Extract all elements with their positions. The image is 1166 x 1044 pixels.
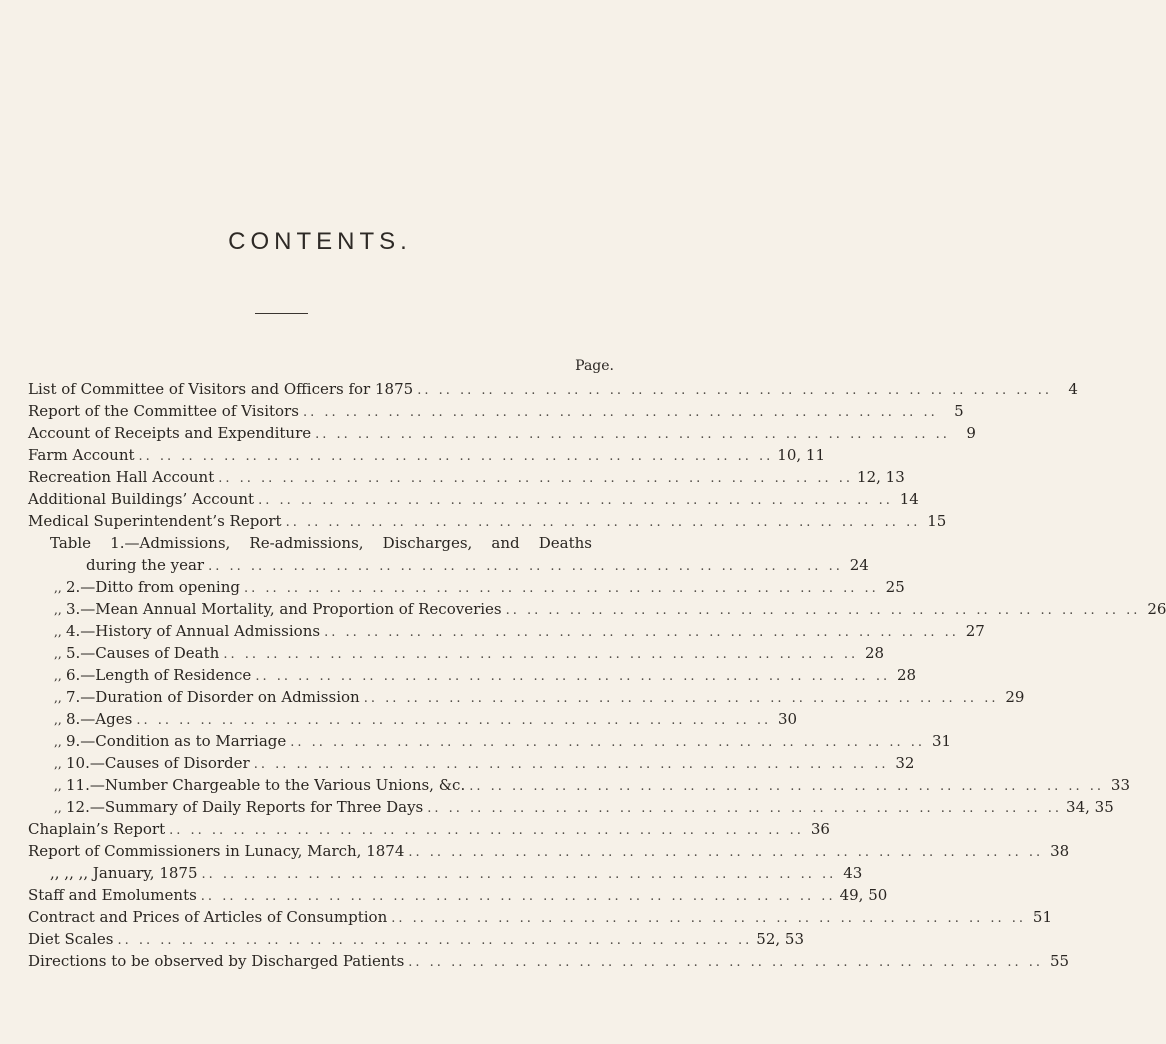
page-number: 55 xyxy=(1049,952,1070,970)
entry-title: Medical Superintendent’s Report xyxy=(28,512,282,530)
dot-leader: .. .. .. .. .. .. .. .. .. .. .. .. .. .. .. .. .. .. .. .. .. .. .. .. .. .. .. .. .. .. xyxy=(315,427,950,442)
entry-title: List of Committee of Visitors and Officers for 1875 xyxy=(28,380,414,398)
dot-leader: .. .. .. .. .. .. .. .. .. .. .. .. .. .. .. .. .. .. .. .. .. .. .. .. .. .. .. .. .. .. xyxy=(302,405,938,420)
dot-leader: .. .. .. .. .. .. .. .. .. .. .. .. .. .. .. .. .. .. .. .. .. .. .. .. .. .. .. .. .. .. xyxy=(324,625,959,640)
entry-title: Report of Commissioners in Lunacy, March, 1874 xyxy=(28,842,405,860)
entry-title: Farm Account xyxy=(28,446,135,464)
page-number: 36 xyxy=(810,820,830,838)
page-number: 32 xyxy=(895,754,915,772)
dot-leader: .. .. .. .. .. .. .. .. .. .. .. .. .. .. .. .. .. .. .. .. .. .. .. .. .. .. .. .. .. .. xyxy=(200,889,836,904)
entry-title: Diet Scales xyxy=(28,930,114,948)
contents-entry xyxy=(28,468,905,490)
ditto-mark: ,, xyxy=(54,779,62,793)
ditto-mark: ,, xyxy=(54,757,62,771)
contents-entry xyxy=(28,864,863,886)
dot-leader: .. .. .. .. .. .. .. .. .. .. .. .. .. .. .. .. .. .. .. .. .. .. .. .. .. .. .. .. .. .. xyxy=(138,449,774,464)
contents-entry xyxy=(28,534,614,556)
page-number: 5 xyxy=(954,402,964,420)
page-number: 27 xyxy=(965,622,985,640)
dot-leader: .. .. .. .. .. .. .. .. .. .. .. .. .. .. .. .. .. .. .. .. .. .. .. .. .. .. .. .. .. .. xyxy=(223,647,859,662)
page-column-heading: Page. xyxy=(575,358,614,374)
entry-title: 4.—History of Annual Admissions xyxy=(66,622,321,640)
dot-leader: .. .. .. .. .. .. .. .. .. .. .. .. .. .. .. .. .. .. .. .. .. .. .. .. .. .. .. .. .. .. xyxy=(427,801,1063,816)
dot-leader: .. .. .. .. .. .. .. .. .. .. .. .. .. .. .. .. .. .. .. .. .. .. .. .. .. .. .. .. .. .. xyxy=(201,867,837,882)
contents-entry xyxy=(28,754,915,776)
entry-title: 9.—Condition as to Marriage xyxy=(66,732,287,750)
page-number: 10, 11 xyxy=(777,446,826,464)
page-number: 14 xyxy=(899,490,919,508)
entry-title: 2.—Ditto from opening xyxy=(66,578,240,596)
page-number: 12, 13 xyxy=(857,468,905,486)
dot-leader: .. .. .. .. .. .. .. .. .. .. .. .. .. .. .. .. .. .. .. .. .. .. .. .. .. .. .. .. .. .. xyxy=(169,823,804,838)
contents-entry xyxy=(28,886,888,908)
entry-title: 8.—Ages xyxy=(66,710,133,728)
contents-entry xyxy=(28,600,1166,622)
page-number: 29 xyxy=(1005,688,1025,706)
contents-entry xyxy=(28,424,976,446)
dot-leader: .. .. .. .. .. .. .. .. .. .. .. .. .. .. .. .. .. .. .. .. .. .. .. .. .. .. .. .. .. .. xyxy=(408,955,1044,970)
ditto-mark: ,, xyxy=(54,713,62,727)
contents-entry xyxy=(28,908,1053,930)
entry-title: 12.—Summary of Daily Reports for Three Days xyxy=(66,798,424,816)
ditto-mark: ,, xyxy=(54,669,62,683)
dot-leader: .. .. .. .. .. .. .. .. .. .. .. .. .. .. .. .. .. .. .. .. .. .. .. .. .. .. .. .. .. .. xyxy=(285,515,921,530)
page-number: 30 xyxy=(778,710,798,728)
page-number: 52, 53 xyxy=(756,930,804,948)
dot-leader: .. .. .. .. .. .. .. .. .. .. .. .. .. .. .. .. .. .. .. .. .. .. .. .. .. .. .. .. .. .. xyxy=(417,383,1052,398)
dot-leader: .. .. .. .. .. .. .. .. .. .. .. .. .. .. .. .. .. .. .. .. .. .. .. .. .. .. .. .. .. .. xyxy=(363,691,999,706)
contents-entry xyxy=(28,578,905,600)
dot-leader: .. .. .. .. .. .. .. .. .. .. .. .. .. .. .. .. .. .. .. .. .. .. .. .. .. .. .. .. .. .. xyxy=(258,493,893,508)
dot-leader: .. .. .. .. .. .. .. .. .. .. .. .. .. .. .. .. .. .. .. .. .. .. .. .. .. .. .. .. .. .. xyxy=(469,779,1105,794)
dot-leader: .. .. .. .. .. .. .. .. .. .. .. .. .. .. .. .. .. .. .. .. .. .. .. .. .. .. .. .. .. .. xyxy=(243,581,879,596)
contents-entry xyxy=(28,380,1078,402)
contents-entry xyxy=(28,798,1114,820)
page-number: 31 xyxy=(931,732,952,750)
ditto-mark: ,, xyxy=(54,625,62,639)
page-number: 9 xyxy=(966,424,976,442)
ditto-mark: ,, xyxy=(54,647,62,661)
entry-title: during the year xyxy=(86,556,205,574)
ditto-mark: ,, xyxy=(54,801,62,815)
page-number: 15 xyxy=(927,512,947,530)
page-number: 26 xyxy=(1147,600,1166,618)
entry-title: 5.—Causes of Death xyxy=(66,644,220,662)
contents-entry xyxy=(28,732,952,754)
entry-title: Contract and Prices of Articles of Consumption xyxy=(28,908,388,926)
contents-entry xyxy=(28,556,869,578)
entry-title: 11.—Number Chargeable to the Various Unions, &c. xyxy=(66,776,466,794)
ditto-mark: ,, xyxy=(54,691,62,705)
page-number: 24 xyxy=(849,556,869,574)
contents-entry xyxy=(28,820,830,842)
page-number: 43 xyxy=(843,864,863,882)
contents-entry xyxy=(28,930,804,952)
page-number: 33 xyxy=(1110,776,1131,794)
entry-title: Staff and Emoluments xyxy=(28,886,197,904)
contents-entry xyxy=(28,666,917,688)
entry-title: Table 1.—Admissions, Re-admissions, Discharges, and Deaths xyxy=(50,534,592,552)
page-number: 25 xyxy=(885,578,905,596)
page-number: 49, 50 xyxy=(839,886,888,904)
contents-entry xyxy=(28,446,826,468)
entry-title: Account of Receipts and Expenditure xyxy=(28,424,312,442)
contents-list xyxy=(28,380,1166,974)
contents-entry xyxy=(28,842,1070,864)
contents-entry xyxy=(28,622,985,644)
ditto-mark: ,, xyxy=(54,581,62,595)
entry-title: ,, ,, ,, January, 1875 xyxy=(50,864,198,882)
dot-leader: .. .. .. .. .. .. .. .. .. .. .. .. .. .. .. .. .. .. .. .. .. .. .. .. .. .. .. .. .. .. xyxy=(505,603,1141,618)
ditto-mark: ,, xyxy=(54,735,62,749)
entry-title: 7.—Duration of Disorder on Admission xyxy=(66,688,360,706)
dot-leader: .. .. .. .. .. .. .. .. .. .. .. .. .. .. .. .. .. .. .. .. .. .. .. .. .. .. .. .. .. .. xyxy=(136,713,772,728)
page-number: 34, 35 xyxy=(1066,798,1114,816)
contents-entry xyxy=(28,776,1131,798)
page-title: CONTENTS. xyxy=(228,228,412,255)
ditto-mark: ,, xyxy=(54,603,62,617)
dot-leader: .. .. .. .. .. .. .. .. .. .. .. .. .. .. .. .. .. .. .. .. .. .. .. .. .. .. .. .. .. .. xyxy=(391,911,1027,926)
dot-leader: .. .. .. .. .. .. .. .. .. .. .. .. .. .. .. .. .. .. .. .. .. .. .. .. .. .. .. .. .. .. xyxy=(255,669,891,684)
page-number: 4 xyxy=(1068,380,1078,398)
title-rule xyxy=(255,313,308,314)
dot-leader: .. .. .. .. .. .. .. .. .. .. .. .. .. .. .. .. .. .. .. .. .. .. .. .. .. .. .. .. .. .. xyxy=(290,735,926,750)
entry-title: Directions to be observed by Discharged Patients xyxy=(28,952,405,970)
contents-entry xyxy=(28,710,798,732)
contents-entry xyxy=(28,512,947,534)
dot-leader: .. .. .. .. .. .. .. .. .. .. .. .. .. .. .. .. .. .. .. .. .. .. .. .. .. .. .. .. .. .. xyxy=(408,845,1044,860)
contents-entry xyxy=(28,644,885,666)
entry-title: 6.—Length of Residence xyxy=(66,666,252,684)
contents-entry xyxy=(28,490,919,512)
dot-leader: .. .. .. .. .. .. .. .. .. .. .. .. .. .. .. .. .. .. .. .. .. .. .. .. .. .. .. .. .. .. xyxy=(253,757,889,772)
entry-title: 10.—Causes of Disorder xyxy=(66,754,250,772)
contents-entry xyxy=(28,952,1070,974)
page-number: 51 xyxy=(1032,908,1053,926)
entry-title: 3.—Mean Annual Mortality, and Proportion of Recoveries xyxy=(66,600,502,618)
dot-leader: .. .. .. .. .. .. .. .. .. .. .. .. .. .. .. .. .. .. .. .. .. .. .. .. .. .. .. .. .. .. xyxy=(208,559,843,574)
page-number: 38 xyxy=(1050,842,1070,860)
dot-leader: .. .. .. .. .. .. .. .. .. .. .. .. .. .. .. .. .. .. .. .. .. .. .. .. .. .. .. .. .. .. xyxy=(117,933,753,948)
contents-entry xyxy=(28,688,1025,710)
entry-title: Additional Buildings’ Account xyxy=(28,490,255,508)
page-number: 28 xyxy=(897,666,917,684)
page-number: 28 xyxy=(865,644,885,662)
entry-title: Recreation Hall Account xyxy=(28,468,215,486)
entry-title: Chaplain’s Report xyxy=(28,820,166,838)
dot-leader: .. .. .. .. .. .. .. .. .. .. .. .. .. .. .. .. .. .. .. .. .. .. .. .. .. .. .. .. .. .. xyxy=(218,471,854,486)
entry-title: Report of the Committee of Visitors xyxy=(28,402,299,420)
contents-entry xyxy=(28,402,964,424)
